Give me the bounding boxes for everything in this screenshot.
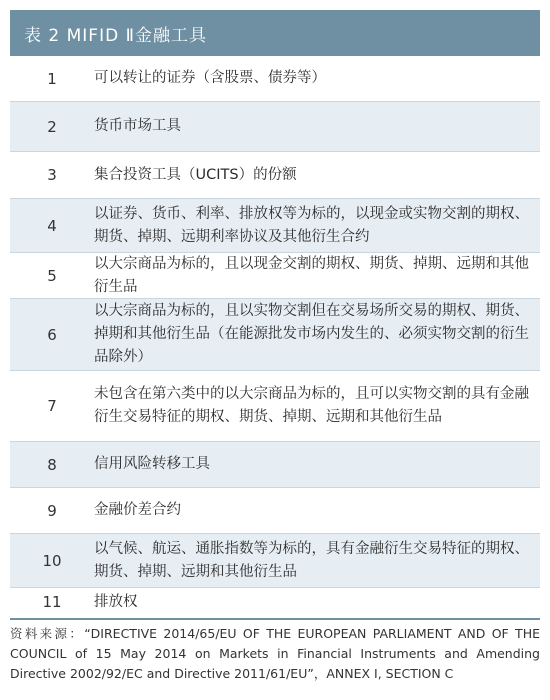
table-bottom-rule	[10, 618, 540, 620]
row-number: 7	[47, 397, 57, 415]
table-row	[10, 588, 540, 616]
row-text: 以气候、航运、通胀指数等为标的，具有金融衍生交易特征的期权、期货、掉期、远期和其他衍生品	[94, 540, 529, 580]
table-row	[10, 442, 540, 488]
table-title: 表 2 MIFID Ⅱ金融工具	[10, 10, 540, 56]
row-number: 6	[47, 325, 57, 344]
row-number: 3	[47, 166, 57, 184]
table-row	[10, 102, 540, 152]
row-text: 以证券、货币、利率、排放权等为标的，以现金或实物交割的期权、期货、掉期、远期利率协议及其他衍生合约	[94, 205, 529, 245]
table-row	[10, 152, 540, 199]
row-text: 以大宗商品为标的，且以实物交割但在交易场所交易的期权、期货、掉期和其他衍生品（在能源批发市场内发生的、必须实物交割的衍生品除外）	[94, 303, 529, 365]
table-row	[10, 371, 540, 442]
row-number: 2	[47, 117, 57, 136]
row-number: 10	[42, 551, 62, 570]
row-number: 5	[47, 266, 57, 285]
row-number: 1	[47, 69, 57, 88]
row-number: 8	[47, 455, 57, 474]
row-number: 9	[47, 501, 57, 520]
row-text: 未包含在第六类中的以大宗商品为标的，且可以实物交割的具有金融衍生交易特征的期权、期货、掉期、远期和其他衍生品	[94, 386, 529, 425]
table-row	[10, 199, 540, 253]
table-row	[10, 488, 540, 534]
row-text: 排放权	[94, 593, 138, 610]
row-text: 集合投资工具（UCITS）的份额	[94, 166, 297, 183]
table-row	[10, 534, 540, 588]
row-text: 货币市场工具	[94, 118, 181, 134]
row-text: 金融价差合约	[94, 502, 181, 518]
row-text: 信用风险转移工具	[94, 456, 210, 472]
table-row	[10, 253, 540, 299]
row-number: 4	[47, 216, 57, 235]
row-number: 11	[42, 593, 62, 611]
table-row	[10, 299, 540, 371]
row-text: 可以转让的证券（含股票、债券等）	[94, 70, 326, 86]
table-row	[10, 56, 540, 102]
source-note: 资料来源：“DIRECTIVE 2014/65/EU OF THE EUROPEAN PARLIAMENT AND OF THE COUNCIL of 15 May 2014 on Markets in Financial Instruments and Amending Directive 2002/92/EC and Directive 2011/61/EU”，ANNEX I, SECTION C	[10, 626, 540, 681]
row-text: 以大宗商品为标的，且以现金交割的期权、期货、掉期、远期和其他衍生品	[94, 255, 529, 295]
